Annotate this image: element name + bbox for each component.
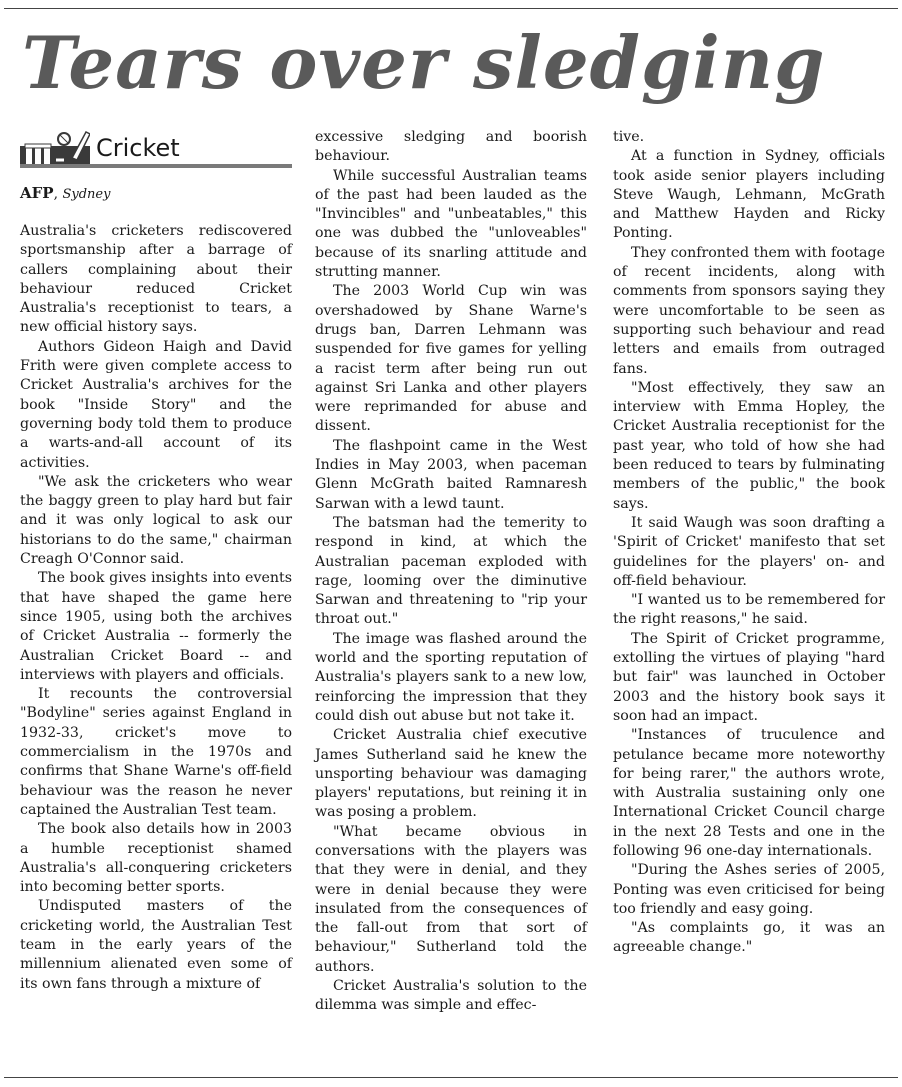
- paragraph: "Most effectively, they saw an interview with Emma Hopley, the Cricket Australia receptionist for the past year, who told of how she had been reduced to tears by fulminating members of the public," the book says.: [613, 379, 885, 512]
- paragraph: "We ask the cricketers who wear the baggy green to play hard but fair and it was only logical to ask our historians to do the same," chairman Creagh O'Connor said.: [20, 473, 292, 568]
- paragraph: The batsman had the temerity to respond in kind, at which the Australian paceman exploded with rage, looming over the diminutive Sarwan and threatening to "rip your throat out.": [315, 514, 587, 628]
- headline: Tears over sledging: [22, 20, 826, 105]
- paragraph: "What became obvious in conversations with the players was that they were in denial, and they were in denial because they were insulated from the consequences of the fall-out from that sort of behaviour," Sutherland told the authors.: [315, 823, 587, 975]
- paragraph: "I wanted us to be remembered for the right reasons," he said.: [613, 592, 885, 628]
- paragraph: The Spirit of Cricket programme, extolling the virtues of playing "hard but fair" was launched in October 2003 and the history book says it soon had an impact.: [613, 630, 885, 724]
- paragraph: The book gives insights into events that have shaped the game here since 1905, using both the archives of Cricket Australia -- formerly the Australian Cricket Board -- and interviews with players and officials.: [20, 570, 292, 683]
- paragraph: Authors Gideon Haigh and David Frith were given complete access to Cricket Australia's archives for the book "Inside Story" and the governing body told them to produce a warts-and-all account of its activities.: [20, 338, 292, 471]
- paragraph: While successful Australian teams of the past had been lauded as the "Invincibles" and "unbeatables," this one was dubbed the "unloveables" because of its snarling attitude and strutting manner.: [315, 167, 587, 281]
- paragraph: Cricket Australia's solution to the dilemma was simple and effec-: [315, 978, 587, 1014]
- section-rule: [20, 164, 292, 168]
- paragraph: Undisputed masters of the cricketing world, the Australian Test team in the early years of the millennium alienated even some of its own fans through a mixture of: [20, 898, 292, 992]
- paragraph: The image was flashed around the world and the sporting reputation of Australia's players sank to a new low, reinforcing the impression that they could dish out abuse but not take it.: [315, 630, 587, 724]
- agency: AFP: [20, 184, 54, 202]
- paragraph: The flashpoint came in the West Indies in May 2003, when paceman Glenn McGrath baited Ramnaresh Sarwan with a lewd taunt.: [315, 437, 587, 512]
- paragraph: It recounts the controversial "Bodyline" series against England in 1932-33, cricket's move to commercialism in the 1970s and confirms that Shane Warne's off-field behaviour was the reason he never captained the Australian Test team.: [20, 686, 292, 818]
- paragraph: excessive sledging and boorish behaviour.: [315, 129, 587, 165]
- section-label: Cricket: [96, 134, 180, 162]
- dateline: AFP, Sydney: [20, 184, 111, 202]
- column-2: [315, 128, 587, 1016]
- paragraph: "Instances of truculence and petulance became more noteworthy for being rarer," the authors wrote, with Australia sustaining only one International Cricket Council charge in the next 28 Tests and one in the following 96 one-day internationals.: [613, 727, 885, 859]
- column-1: [20, 222, 292, 994]
- paragraph: It said Waugh was soon drafting a 'Spirit of Cricket' manifesto that set guidelines for the players' on- and off-field behaviour.: [613, 514, 885, 589]
- paragraph: Australia's cricketers rediscovered sportsmanship after a barrage of callers complaining about their behaviour reduced Cricket Australia's receptionist to tears, a new official history says.: [20, 223, 292, 336]
- paragraph: Cricket Australia chief executive James Sutherland said he knew the unsporting behaviour was damaging players' reputations, but reining it in was posing a problem.: [315, 727, 587, 821]
- paragraph: "During the Ashes series of 2005, Ponting was even criticised for being too friendly and easy going.: [613, 862, 885, 917]
- paragraph: tive.: [613, 129, 645, 145]
- paragraph: The 2003 World Cup win was overshadowed by Shane Warne's drugs ban, Darren Lehmann was suspended for five games for yelling a racist term after being run out against Sri Lanka and other players were reprimanded for abuse and dissent.: [315, 283, 587, 435]
- city: Sydney: [62, 187, 111, 202]
- bottom-rule: [4, 1077, 898, 1078]
- paragraph: They confronted them with footage of recent incidents, along with comments from sponsors saying they were uncomfortable to be seen as supporting such behaviour and read letters and emails from outraged fans.: [613, 244, 885, 377]
- paragraph: The book also details how in 2003 a humble receptionist shamed Australia's all-conquering cricketers into becoming better sports.: [20, 821, 292, 896]
- section-header: [20, 128, 292, 168]
- paragraph: "As complaints go, it was an agreeable change.": [613, 920, 885, 956]
- paragraph: At a function in Sydney, officials took aside senior players including Steve Waugh, Lehmann, McGrath and Matthew Hayden and Ricky Ponting.: [613, 148, 885, 242]
- top-rule: [4, 8, 898, 9]
- cricket-equipment-icon: [20, 130, 90, 166]
- column-3: [613, 128, 885, 958]
